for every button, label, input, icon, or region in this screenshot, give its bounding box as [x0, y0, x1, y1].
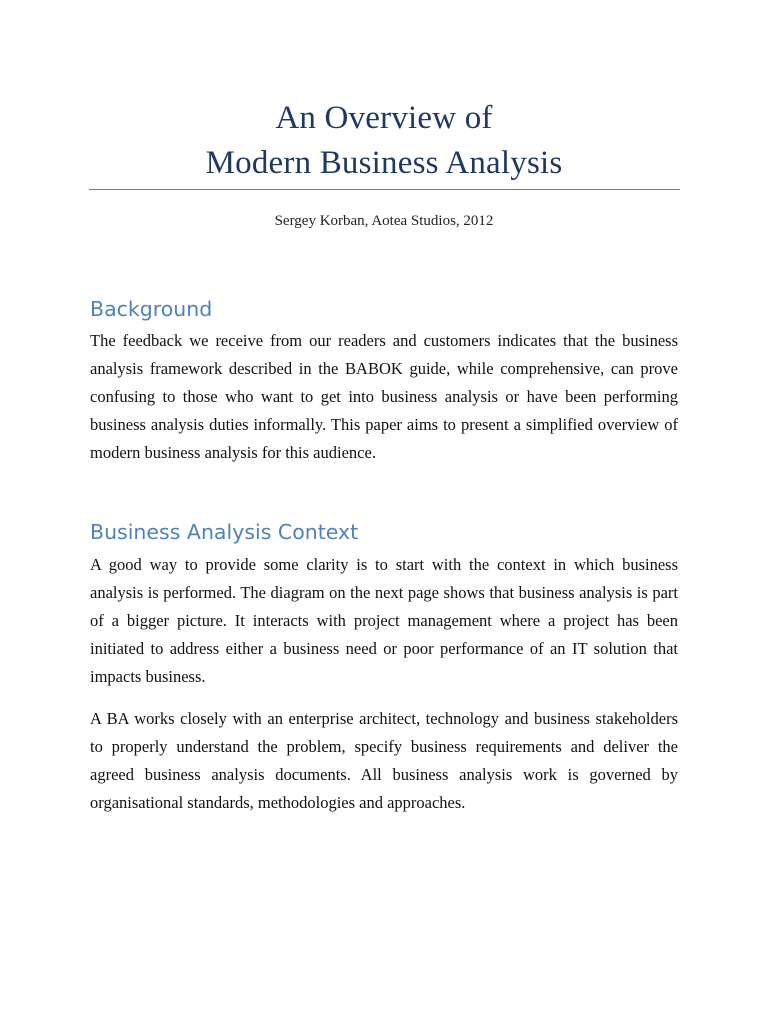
title-divider: [89, 189, 680, 190]
context-paragraph-2: A BA works closely with an enterprise architect, technology and business stakeholders to properly understand the problem, specify business requirements and deliver the agreed business analysis documents. All business analysis work is governed by organisational standards, methodologies and approaches.: [90, 709, 678, 812]
background-paragraph: The feedback we receive from our readers and customers indicates that the business analysis framework described in the BABOK guide, while comprehensive, can prove confusing to those who want to get into business analysis or have been performing business analysis duties informally. This paper aims to present a simplified overview of modern business analysis for this audience.: [90, 331, 678, 462]
context-paragraph-1: A good way to provide some clarity is to start with the context in which business analysis is performed. The diagram on the next page shows that business analysis is part of a bigger picture. It interacts with project management where a project has been initiated to address either a business need or poor performance of an IT solution that impacts business.: [90, 555, 678, 686]
section-heading-background: Background: [90, 297, 213, 321]
document-title-line-1: An Overview of: [275, 100, 493, 136]
section-heading-business-analysis-context: Business Analysis Context: [90, 520, 359, 544]
author-line: Sergey Korban, Aotea Studios, 2012: [274, 213, 494, 229]
document-title-line-2: Modern Business Analysis: [205, 145, 563, 181]
